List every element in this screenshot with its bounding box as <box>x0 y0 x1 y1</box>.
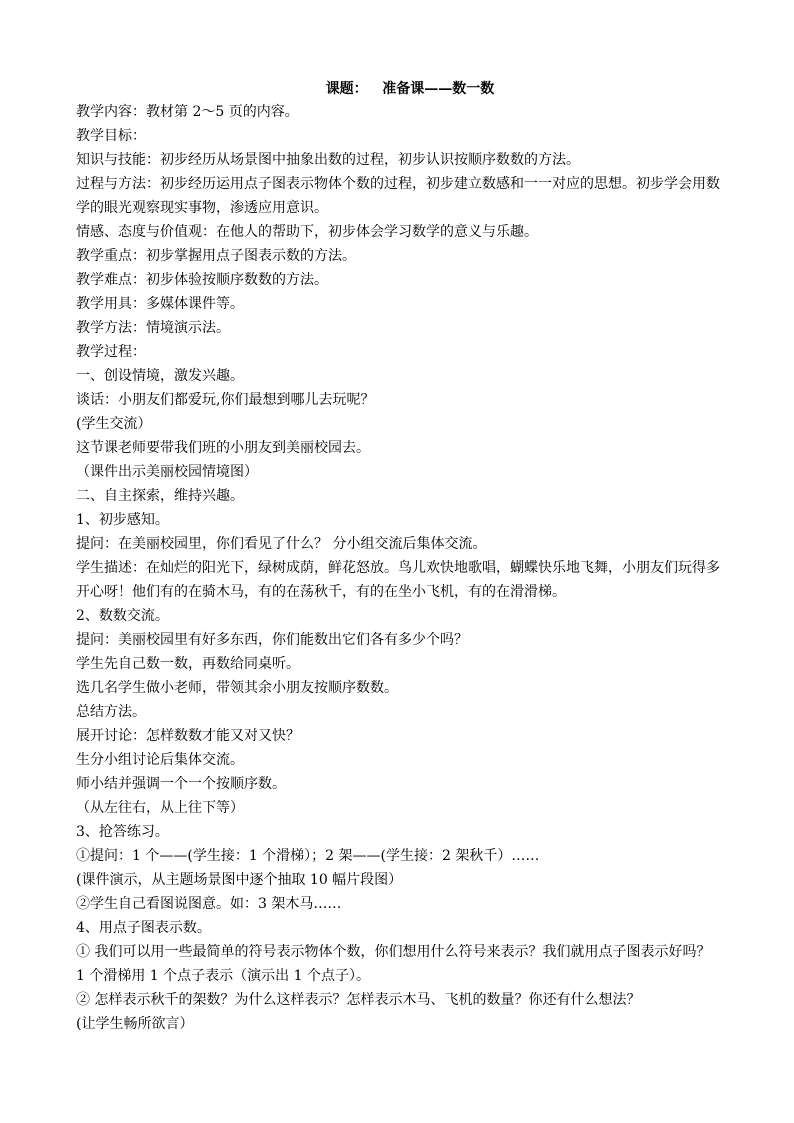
text-line: 过程与方法：初步经历运用点子图表示物体个数的过程，初步建立数感和一一对应的思想。初步学会用数 <box>76 176 720 192</box>
text-line: 教学内容：教材第 2～5 页的内容。 <box>76 104 299 120</box>
text-line: 开心呀！他们有的在骑木马，有的在荡秋千，有的在坐小飞机，有的在滑滑梯。 <box>76 584 566 600</box>
text-line: ② 怎样表示秋千的架数？为什么这样表示？怎样表示木马、飞机的数量？你还有什么想法？ <box>76 992 641 1008</box>
text-line: 情感、态度与价值观：在他人的帮助下，初步体会学习数学的意义与乐趣。 <box>76 224 538 240</box>
text-line: 师小结并强调一个一个按顺序数。 <box>76 776 286 792</box>
text-line: 二、自主探索，维持兴趣。 <box>76 488 244 504</box>
text-line: 生分小组讨论后集体交流。 <box>76 752 244 768</box>
text-line: ①提问：1 个——(学生接：1 个滑梯）；2 架——(学生接：2 架秋千）…… <box>76 848 540 864</box>
text-line: 提问：美丽校园里有好多东西，你们能数出它们各有多少个吗？ <box>76 632 468 648</box>
document-title: 课题： 准备课——数一数 <box>325 81 495 97</box>
text-line: 一、创设情境，激发兴趣。 <box>76 368 244 384</box>
text-line: (学生交流） <box>76 416 152 432</box>
text-line: 学的眼光观察现实事物，渗透应用意识。 <box>76 200 328 216</box>
text-line: 教学用具：多媒体课件等。 <box>76 296 244 312</box>
text-line: (课件演示，从主题场景图中逐个抽取 10 幅片段图） <box>76 872 403 888</box>
text-line: 1 个滑梯用 1 个点子表示（演示出 1 个点子）。 <box>76 968 370 984</box>
text-line: 4、用点子图表示数。 <box>76 920 211 936</box>
text-line: （从左往右，从上往下等） <box>76 800 244 816</box>
text-line: 知识与技能：初步经历从场景图中抽象出数的过程，初步认识按顺序数数的方法。 <box>76 152 580 168</box>
text-line: 1、初步感知。 <box>76 512 169 528</box>
text-line: 学生先自己数一数，再数给同桌听。 <box>76 656 300 672</box>
text-line: ① 我们可以用一些最简单的符号表示物体个数，你们想用什么符号来表示？我们就用点子图表示好吗？ <box>76 944 711 960</box>
text-line: 2、数数交流。 <box>76 608 169 624</box>
document-body <box>76 100 726 1036</box>
text-line: (让学生畅所欲言） <box>76 1016 194 1032</box>
text-line: 谈话：小朋友们都爱玩,你们最想到哪儿去玩呢？ <box>76 392 375 408</box>
text-line: 3、抢答练习。 <box>76 824 169 840</box>
text-line: 选几名学生做小老师，带领其余小朋友按顺序数数。 <box>76 680 398 696</box>
text-line: 总结方法。 <box>76 704 146 720</box>
text-line: 展开讨论：怎样数数才能又对又快？ <box>76 728 300 744</box>
text-line: 这节课老师要带我们班的小朋友到美丽校园去。 <box>76 440 370 456</box>
text-line: 教学重点：初步掌握用点子图表示数的方法。 <box>76 248 356 264</box>
text-line: 学生描述：在灿烂的阳光下，绿树成荫，鲜花怒放。鸟儿欢快地歌唱，蝴蝶快乐地飞舞，小朋友们玩得多 <box>76 560 720 576</box>
text-line: 提问：在美丽校园里，你们看见了什么？ 分小组交流后集体交流。 <box>76 536 487 552</box>
text-line: 教学过程： <box>76 344 146 360</box>
text-line: 教学难点：初步体验按顺序数数的方法。 <box>76 272 328 288</box>
text-line: ②学生自己看图说图意。如：3 架木马…… <box>76 896 342 912</box>
document-page <box>76 78 726 1036</box>
text-line: 教学方法：情境演示法。 <box>76 320 230 336</box>
text-line: 教学目标： <box>76 128 146 144</box>
text-line: （课件出示美丽校园情境图） <box>76 464 258 480</box>
